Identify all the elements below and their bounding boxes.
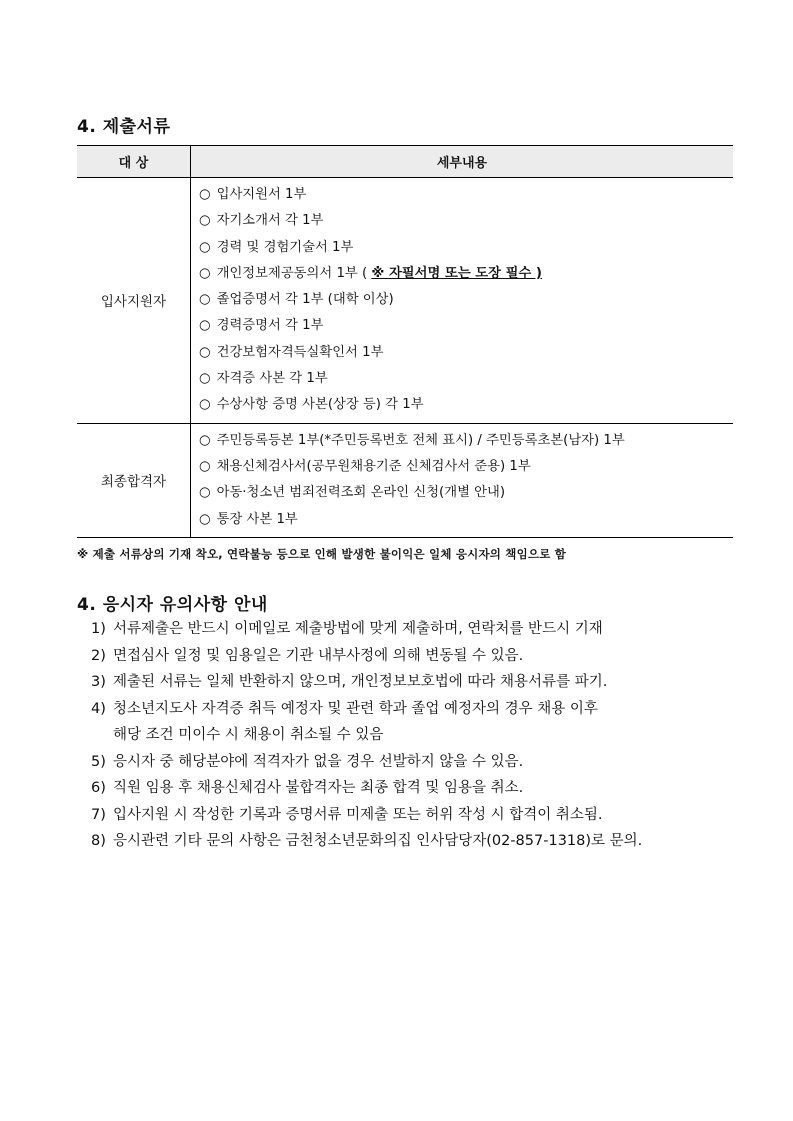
circle-bullet-icon: ○ <box>199 397 211 413</box>
notice-number: 3) <box>91 674 106 690</box>
item-text: 경력 및 경험기술서 1부 <box>216 239 354 255</box>
list-item <box>199 392 733 418</box>
notice-item <box>91 828 642 855</box>
header-details: 세부내용 <box>191 146 734 178</box>
table-row-applicant <box>77 178 733 424</box>
notice-number: 2) <box>91 647 106 664</box>
signature-required-emphasis: ※ 자필서명 또는 도장 필수 ) <box>371 265 543 281</box>
notice-item <box>91 616 642 643</box>
notice-item <box>91 669 642 696</box>
item-text: 졸업증명서 각 1부 (대학 이상) <box>216 292 394 308</box>
section-title-notices: 4. 응시자 유의사항 안내 <box>77 595 268 615</box>
list-item <box>199 366 733 392</box>
notice-text: 응시관련 기타 문의 사항은 금천청소년문화의집 인사담당자(02-857-1318)로 문의. <box>113 833 643 849</box>
notice-text-continuation: 해당 조건 미이수 시 채용이 취소될 수 있음 <box>113 727 384 743</box>
table-row-final <box>77 423 733 537</box>
circle-bullet-icon: ○ <box>199 511 211 527</box>
item-text: 아동·청소년 범죄전력조회 온라인 신청(개별 안내) <box>216 485 506 501</box>
list-item <box>199 480 733 506</box>
notice-number: 6) <box>91 780 106 796</box>
section-title-documents: 4. 제출서류 <box>77 117 171 137</box>
list-item <box>199 208 733 234</box>
circle-bullet-icon: ○ <box>199 187 211 202</box>
list-item <box>199 340 733 366</box>
notice-text: 제출된 서류는 일체 반환하지 않으며, 개인정보보호법에 따라 채용서류를 파기. <box>113 674 608 690</box>
item-text: 개인정보제공동의서 1부 ( <box>216 265 368 281</box>
item-text: 건강보험자격득실확인서 1부 <box>216 344 384 360</box>
details-applicant <box>191 178 734 424</box>
liability-note: ※ 제출 서류상의 기재 착오, 연락불능 등으로 인해 발생한 불이익은 일체 응시자의 책임으로 함 <box>77 547 567 561</box>
list-item <box>199 287 733 313</box>
item-text: 통장 사본 1부 <box>216 511 298 527</box>
notice-number: 4) <box>91 700 106 717</box>
item-text: 주민등록등본 1부(*주민등록번호 전체 표시) / 주민등록초본(남자) 1부 <box>216 432 625 448</box>
notice-number: 1) <box>91 621 106 637</box>
circle-bullet-icon: ○ <box>199 432 211 448</box>
notice-text: 청소년지도사 자격증 취득 예정자 및 관련 학과 졸업 예정자의 경우 채용 이후 <box>113 700 598 717</box>
table-header-row <box>77 146 733 178</box>
list-item <box>199 235 733 261</box>
circle-bullet-icon: ○ <box>199 485 211 501</box>
notice-text: 면접심사 일정 및 임용일은 기관 내부사정에 의해 변동될 수 있음. <box>113 647 524 664</box>
list-item <box>199 182 733 208</box>
notice-text: 입사지원 시 작성한 기록과 증명서류 미제출 또는 허위 작성 시 합격이 취소됨. <box>113 806 603 823</box>
notice-number: 8) <box>91 833 106 849</box>
list-item <box>199 261 733 287</box>
item-text: 자기소개서 각 1부 <box>216 213 324 229</box>
list-item <box>199 428 733 454</box>
item-text: 수상사항 증명 사본(상장 등) 각 1부 <box>216 397 424 413</box>
circle-bullet-icon: ○ <box>199 371 211 387</box>
header-target: 대 상 <box>77 146 191 178</box>
circle-bullet-icon: ○ <box>199 265 211 281</box>
notice-number: 7) <box>91 806 106 823</box>
details-final <box>191 423 734 537</box>
target-applicant: 입사지원자 <box>77 178 191 424</box>
item-text: 채용신체검사서(공무원채용기준 신체검사서 준용) 1부 <box>216 458 531 474</box>
circle-bullet-icon: ○ <box>199 292 211 308</box>
notice-text: 서류제출은 반드시 이메일로 제출방법에 맞게 제출하며, 연락처를 반드시 기재 <box>113 621 603 637</box>
target-final: 최종합격자 <box>77 423 191 537</box>
list-item <box>199 454 733 480</box>
circle-bullet-icon: ○ <box>199 318 211 334</box>
circle-bullet-icon: ○ <box>199 344 211 360</box>
notice-text: 응시자 중 해당분야에 적격자가 없을 경우 선발하지 않을 수 있음. <box>113 753 524 770</box>
list-item <box>199 507 733 533</box>
notice-text: 직원 임용 후 채용신체검사 불합격자는 최종 합격 및 임용을 취소. <box>113 780 524 796</box>
notice-number: 5) <box>91 753 106 770</box>
item-text: 경력증명서 각 1부 <box>216 318 324 334</box>
circle-bullet-icon: ○ <box>199 458 211 474</box>
notice-item <box>91 749 642 776</box>
list-item <box>199 313 733 339</box>
notice-list <box>91 616 642 855</box>
item-text: 자격증 사본 각 1부 <box>216 371 328 387</box>
notice-item <box>91 643 642 670</box>
circle-bullet-icon: ○ <box>199 239 211 255</box>
circle-bullet-icon: ○ <box>199 213 211 229</box>
item-text: 입사지원서 1부 <box>216 187 307 202</box>
documents-table <box>77 145 733 538</box>
notice-item <box>91 802 642 829</box>
notice-item <box>91 696 642 749</box>
notice-item <box>91 775 642 802</box>
